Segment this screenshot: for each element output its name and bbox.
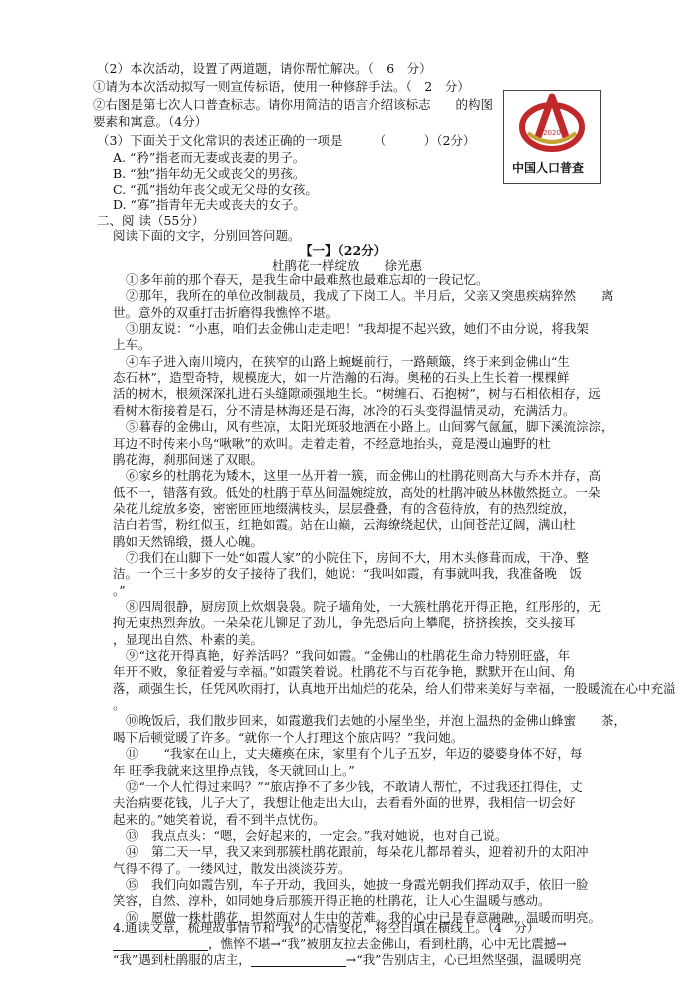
article-line: 喝下后顿觉暖了许多。“就你一个人打理这个旅店吗？”我问她。 bbox=[113, 729, 464, 745]
article-line: ⑯ 愿做一株杜鹃花，坦然面对人生中的苦难。我的心中已是春意融融，温暖而明亮。 bbox=[126, 909, 602, 925]
census-logo bbox=[503, 90, 601, 184]
article-line: 年开不败，象征着爱与幸福。”如霞笑着说。杜鹃花不与百花争艳，默默开在山间、角 bbox=[113, 664, 576, 680]
q4-blank-1[interactable] bbox=[113, 938, 208, 951]
article-line: ④车子进入南川境内，在狭窄的山路上蜿蜒前行，一路颠簸，终于来到金佛山“生 bbox=[126, 353, 570, 369]
q2-2-line1: ②右图是第七次人口普查标志。请你用简洁的语言介绍该标志 的构图 bbox=[93, 97, 494, 112]
reading-instruction: 阅读下面的文字，分别回答问题。 bbox=[113, 228, 301, 243]
reading-section-title: 二、阅 读（55分） bbox=[97, 213, 205, 228]
article-line: 拘无束热烈奔放。一朵朵花儿铆足了劲儿，争先恐后向上攀爬，挤挤挨挨，交头接耳 bbox=[113, 615, 576, 631]
q3-option-b: B. “独”指年幼无父或丧父的男孩。 bbox=[113, 166, 306, 181]
q4-title: 4.通读文章，梳理故事情节和“我”的心情变化，将空白填在横线上。（4 分） bbox=[113, 920, 540, 935]
article-line: 上车。 bbox=[113, 337, 151, 353]
article-line: 洁。一个三十多岁的女子接待了我们，她说：“我叫如霞，有事就叫我，我准备晚 饭 bbox=[113, 566, 582, 582]
article-line: 洁白若雪，粉红似玉，红艳如霞。站在山巅，云海缭绕起伏，山间苍茫辽阔，满山杜 bbox=[113, 517, 576, 533]
part-heading: 【一】（22分） bbox=[300, 243, 387, 258]
logo-caption: 中国人口普查 bbox=[512, 161, 585, 175]
article-line: 。” bbox=[113, 582, 126, 598]
article-line: ⑬ 我点点头：“嗯，会好起来的，一定会。”我对她说，也对自己说。 bbox=[126, 827, 508, 843]
article-line: ⑦我们在山脚下一处“如霞人家”的小院住下，房间不大，用木头修葺而成，干净、整 bbox=[126, 549, 589, 565]
article-line: 夫治病要花钱，儿子大了，我想让他走出大山，去看看外面的世界，我相信一切会好 bbox=[113, 795, 576, 811]
article-title: 杜鹃花一样绽放 徐光惠 bbox=[272, 258, 423, 273]
q4-line2-text-b: →“我”告别店主，心已坦然坚强，温暖明亮 bbox=[345, 952, 582, 967]
q4-line2-text-a: “我”遇到杜鹃服的店主， bbox=[113, 952, 251, 967]
logo-year: 2020 bbox=[543, 129, 561, 137]
q4-line1-text: ，憔悴不堪→“我”被朋友拉去金佛山，看到杜鹃，心中无比震撼→ bbox=[208, 936, 567, 951]
article-line: 落，顽强生长，任凭风吹雨打，认真地开出灿烂的花朵，给人们带来美好与幸福，一股暖流在心中充溢 bbox=[113, 680, 676, 696]
article-line: 世。意外的双重打击折磨得我憔悴不堪。 bbox=[113, 304, 339, 320]
article-line: 起来的。”她笑着说，看不到半点忧伤。 bbox=[113, 811, 326, 827]
q2-1: ①请为本次活动拟写一则宣传标语，使用一种修辞手法。（ 2 分） bbox=[93, 79, 470, 94]
article-line: 耳边不时传来小鸟“啾啾”的欢叫。走着走着，不经意地抬头，竟是漫山遍野的杜 bbox=[113, 435, 551, 451]
q3-option-a: A. “矜”指老而无妻或丧妻的男子。 bbox=[113, 150, 306, 165]
article-line: 气得不得了。一缕风过，散发出淡淡芬芳。 bbox=[113, 860, 351, 876]
q2-2-line2: 要素和寓意。（4分） bbox=[93, 114, 208, 129]
article-line: ⑩晚饭后，我们散步回来，如霞邀我们去她的小屋坐坐，并泡上温热的金佛山蜂蜜 茶， bbox=[126, 713, 627, 729]
article-line: ②那年，我所在的单位改制裁员，我成了下岗工人。半月后，父亲又突患疾病猝然 离 bbox=[126, 288, 614, 304]
q4-line1 bbox=[113, 936, 567, 951]
article-line: 鹃如天然锦缎，摄人心魄。 bbox=[113, 533, 264, 549]
article-line: ⑧四周很静，厨房顶上炊烟袅袅。院子墙角处，一大簇杜鹃花开得正艳，红彤彤的，无 bbox=[126, 599, 602, 614]
article-line: 活的树木，根须深深扎进石头缝隙顽强地生长。“树缠石、石抱树”，树与石相依相存，远 bbox=[113, 386, 601, 402]
article-line: ，显现出自然、朴素的美。 bbox=[113, 631, 264, 647]
q4-blank-2[interactable] bbox=[251, 954, 346, 967]
article-line: 态石林”，造型奇特，规模庞大，如一片浩瀚的石海。奥秘的石头上生长着一棵棵鲜 bbox=[113, 370, 570, 386]
article-line: 鹃花海，刹那间迷了双眼。 bbox=[113, 451, 264, 467]
article-line: ⑥家乡的杜鹃花为矮木，这里一丛开着一簇，而金佛山的杜鹃花则高大与乔木并存，高 bbox=[126, 468, 602, 484]
article-line: ⑪ “我家在山上，丈夫瘫痪在床，家里有个儿子五岁，年迈的婆婆身体不好，每 bbox=[126, 746, 583, 762]
q3-option-d: D. “寡”指青年无夫或丧夫的女子。 bbox=[113, 197, 306, 212]
q3-title: （3）下面关于文化常识的表述正确的一项是 （ ）（2分） bbox=[97, 133, 476, 148]
article-line: 看树木衔接着是石，分不清是林海还是石海，冰冷的石头变得温情灵动，充满活力。 bbox=[113, 402, 576, 418]
article-line: ①多年前的那个春天，是我生命中最难熬也最难忘却的一段记忆。 bbox=[126, 272, 489, 287]
article-line: ⑭ 第二天一早，我又来到那簇杜鹃花跟前，每朵花儿都昂着头，迎着初升的太阳冲 bbox=[126, 844, 589, 860]
article-line: 朵花儿绽放多姿，密密匝匝地缀满枝头，层层叠叠，有的含苞待放，有的热烈绽放， bbox=[113, 500, 576, 516]
q3-option-c: C. “孤”指幼年丧父或无父母的女孩。 bbox=[113, 182, 318, 197]
article-line: 。 bbox=[113, 697, 126, 713]
article-line: 低不一，错落有致。低处的杜鹃于草丛间温婉绽放，高处的杜鹃冲破丛林傲然挺立。一朵 bbox=[113, 484, 601, 500]
article-line: 年 旺季我就来这里挣点钱，冬天就回山上。” bbox=[113, 762, 355, 778]
article-line: ⑮ 我们向如霞告别，车子开动，我回头，她披一身霞光朝我们挥动双手，依旧一脸 bbox=[126, 876, 589, 892]
article-line: ③朋友说：“小惠，咱们去金佛山走走吧！”我却提不起兴致，她们不由分说，将我架 bbox=[126, 321, 589, 337]
article-line: ⑫“一个人忙得过来吗？”“旅店挣不了多少钱，不敢请人帮忙，不过我还扛得住，丈 bbox=[126, 778, 583, 794]
article-line: ⑤暮春的金佛山，风有些凉，太阳光斑驳地洒在小路上。山间雾气氤氲，脚下溪流淙淙， bbox=[126, 419, 614, 435]
article-line: ⑨“这花开得真艳，好养活吗？”我问如霞。“金佛山的杜鹃花生命力特别旺盛，年 bbox=[126, 648, 571, 664]
census-emblem-icon bbox=[504, 91, 600, 161]
q4-line2 bbox=[113, 952, 582, 967]
article-line: 笑容，自然、淳朴，如同她身后那簇开得正艳的杜鹃花，让人心生温暖与感动。 bbox=[113, 893, 551, 909]
q2-title: （2）本次活动，设置了两道题，请你帮忙解决。（ 6 分） bbox=[97, 61, 432, 76]
